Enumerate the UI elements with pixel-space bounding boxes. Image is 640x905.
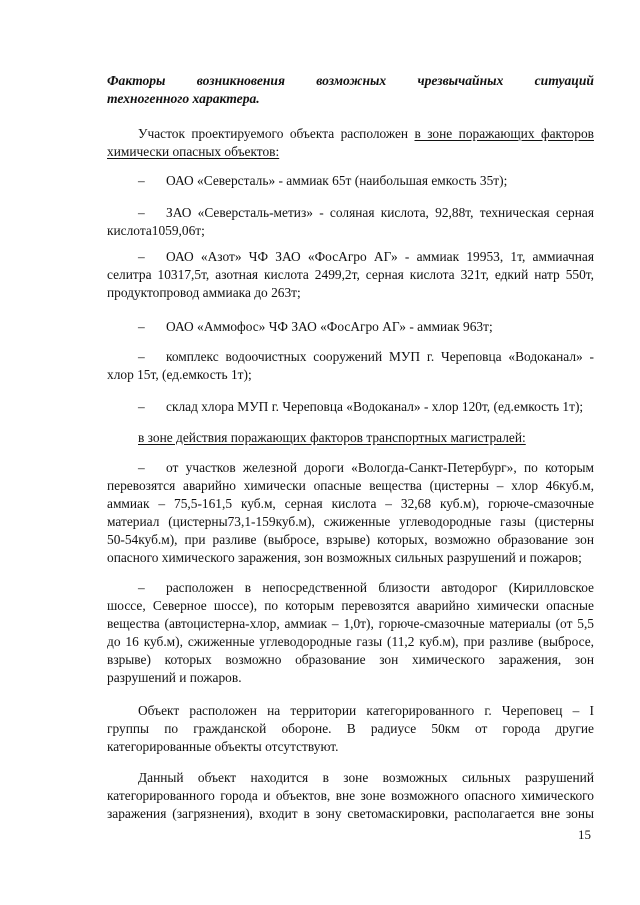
list-item-ammofos: ОАО «Аммофос» ЧФ ЗАО «ФосАгро АГ» - аммиак 963т; bbox=[166, 319, 493, 334]
civil-defense-line-3: категорированные объекты отсутствуют. bbox=[107, 739, 339, 754]
list-dash: – bbox=[138, 460, 145, 475]
section-heading-line-2: техногенного характера. bbox=[107, 91, 260, 106]
destruction-zone-line-3: заражения (загрязнения), входит в зону светомаскировки, располагается вне зоны bbox=[107, 806, 594, 821]
road-line-1: расположен в непосредственной близости автодорог (Кирилловское bbox=[166, 580, 594, 595]
road-line-3: вещества (автоцистерна-хлор, аммиак – 1,0т), горюче-смазочные материалы (от 5,5 bbox=[107, 616, 594, 631]
road-line-6: разрушений и пожаров. bbox=[107, 670, 242, 685]
list-item-azot: ОАО «Азот» ЧФ ЗАО «ФосАгро АГ» - аммиак 19953, 1т, аммиачная bbox=[166, 249, 594, 264]
rail-line-2: перевозятся аварийно химически опасные вещества (цистерны – хлор 46куб.м, bbox=[107, 478, 594, 493]
rail-line-3: аммиак – 75,5-161,5 куб.м, серная кислота – 32,68 куб.м), горюче-смазочные bbox=[107, 496, 594, 511]
list-dash: – bbox=[138, 349, 145, 364]
list-item-chlorine-warehouse: склад хлора МУП г. Череповца «Водоканал» - хлор 120т, (ед.емкость 1т); bbox=[166, 399, 584, 414]
list-item-azot-line-3: продуктопровод аммиака до 263т; bbox=[107, 285, 301, 300]
page-number: 15 bbox=[578, 827, 591, 842]
destruction-zone-line-1: Данный объект находится в зоне возможных сильных разрушений bbox=[138, 770, 594, 785]
list-dash: – bbox=[138, 249, 145, 264]
destruction-zone-line-2: категорированного города и объектов, вне зоне возможного опасного химического bbox=[107, 788, 594, 803]
road-line-5: взрыве) которых возможно образование зон химического заражения, зон bbox=[107, 652, 594, 667]
list-item-severstal-metiz-cont: кислота1059,06т; bbox=[107, 223, 205, 238]
road-line-2: шоссе, Северное шоссе), по которым перевозятся аварийно химически опасные bbox=[107, 598, 594, 613]
list-dash: – bbox=[138, 205, 145, 220]
rail-line-4: материал (цистерны73,1-159куб.м), сжиженные углеводородные газы (цистерны bbox=[107, 514, 594, 529]
list-item-vodokanal-complex: комплекс водоочистных сооружений МУП г. Череповца «Водоканал» - bbox=[166, 349, 594, 364]
civil-defense-line-2: группы по гражданской обороне. В радиусе 50км от города другие bbox=[107, 721, 594, 736]
section-heading-line-1: Факторы возникновения возможных чрезвычайных ситуаций bbox=[107, 73, 594, 88]
road-line-4: до 16 куб.м), сжиженные углеводородные газы (11,2 куб.м), при разливе (выбросе, bbox=[107, 634, 594, 649]
intro-underlined-phrase: в зоне поражающих факторов bbox=[414, 126, 594, 141]
list-item-severstal-metiz: ЗАО «Северсталь-метиз» - соляная кислота, 92,88т, техническая серная bbox=[166, 205, 594, 220]
intro-text: Участок проектируемого объекта расположен bbox=[138, 126, 409, 141]
civil-defense-line-1: Объект расположен на территории категорированного г. Череповец – I bbox=[138, 703, 594, 718]
list-dash: – bbox=[138, 580, 145, 595]
intro-line-1 bbox=[107, 125, 594, 143]
list-item-azot-line-2: селитра 10317,5т, азотная кислота 2499,2т, серная кислота 321т, едкий натр 550т, bbox=[107, 267, 594, 282]
list-dash: – bbox=[138, 319, 145, 334]
rail-line-5: 50-54куб.м), при разливе (выбросе, взрыве) которых, возможно образование зон bbox=[107, 532, 594, 547]
intro-underlined-line-2: химически опасных объектов: bbox=[107, 144, 280, 159]
list-dash: – bbox=[138, 173, 145, 188]
transport-section-title: в зоне действия поражающих факторов транспортных магистралей: bbox=[138, 430, 526, 445]
rail-line-1: от участков железной дороги «Вологда-Санкт-Петербург», по которым bbox=[166, 460, 594, 475]
list-item-severstal: ОАО «Северсталь» - аммиак 65т (наибольшая емкость 35т); bbox=[166, 173, 508, 188]
list-dash: – bbox=[138, 399, 145, 414]
rail-line-6: опасного химического заражения, зон возможных сильных разрушений и пожаров; bbox=[107, 550, 582, 565]
list-item-vodokanal-complex-cont: хлор 15т, (ед.емкость 1т); bbox=[107, 367, 252, 382]
